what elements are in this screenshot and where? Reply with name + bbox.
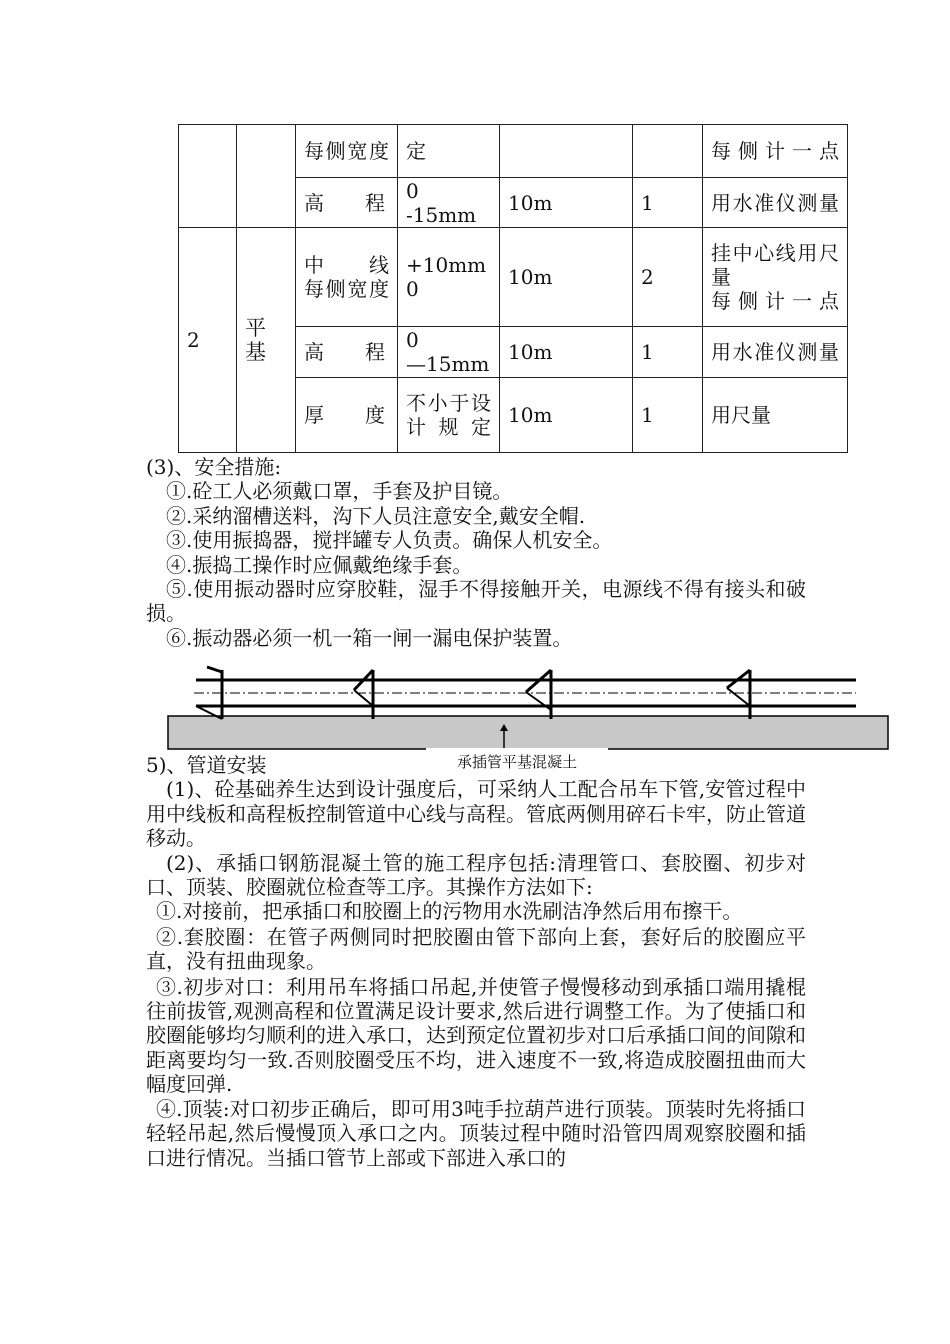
cell-points: 2 [633, 228, 703, 327]
pipe-heading: 5)、管道安装 [146, 753, 267, 777]
socket-joint [526, 670, 551, 719]
cell-item: 厚度 [296, 378, 398, 453]
cell-points: 1 [633, 378, 703, 453]
cell-tolerance: 0 —15mm [398, 327, 500, 378]
cell-category: 平 基 [237, 228, 296, 453]
table-row [179, 125, 848, 178]
cell-method: 用水准仪测量 [703, 178, 848, 228]
cell-method: 挂中心线用尺量 每侧计一点 [703, 228, 848, 327]
safety-section [146, 455, 806, 650]
socket-joint [354, 670, 373, 719]
socket-joint [727, 670, 750, 719]
safety-item: ⑥.振动器必须一机一箱一闸一漏电保护装置。 [166, 625, 573, 650]
inspection-table [178, 124, 848, 453]
paragraph: (2)、承插口钢筋混凝土管的施工程序包括:清理管口、套胶圈、初步对口、顶装、胶圈就位检查等工序。其操作方法如下: [146, 850, 806, 900]
cell-category [237, 125, 296, 228]
paragraph: ②.套胶圈：在管子两侧同时把胶圈由管下部向上套，套好后的胶圈应平直，没有扭曲现象。 [146, 924, 806, 974]
cell-tolerance: +10mm 0 [398, 228, 500, 327]
cell-item: 高程 [296, 327, 398, 378]
cell-item: 每侧宽度 [296, 125, 398, 178]
concrete-base [168, 716, 888, 749]
cell-range: 10m [500, 228, 633, 327]
safety-item: ②.采纳溜槽送料，沟下人员注意安全,戴安全帽. [166, 503, 586, 528]
cell-range: 10m [500, 378, 633, 453]
paragraph: (1)、砼基础养生达到设计强度后，可采纳人工配合吊车下管,安管过程中用中线板和高程板控制管道中心线与高程。管底两侧用碎石卡牢，防止管道移动。 [146, 777, 806, 851]
cell-points: 1 [633, 178, 703, 228]
cell-method: 用尺量 [703, 378, 848, 453]
diagram-label: 承插管平基混凝土 [426, 748, 608, 774]
cell-no [179, 125, 237, 228]
cell-points [633, 125, 703, 178]
safety-heading: (3)、安全措施: [146, 455, 282, 479]
cell-item: 中线 每侧宽度 [296, 228, 398, 327]
paragraph: ④.顶装:对口初步正确后，即可用3吨手拉葫芦进行顶装。顶装时先将插口轻轻吊起,然后慢慢顶入承口之内。顶装过程中随时沿管四周观察胶圈和插口进行情况。当插口管节上部或下部进入承口的 [146, 1096, 806, 1170]
cell-no: 2 [179, 228, 237, 453]
cell-range: 10m [500, 178, 633, 228]
cell-method: 用水准仪测量 [703, 327, 848, 378]
cell-item: 高程 [296, 178, 398, 228]
safety-item: ⑤.使用振动器时应穿胶鞋，湿手不得接触开关，电源线不得有接头和破损。 [146, 577, 806, 626]
cell-tolerance: 不小于设计规定 [398, 378, 500, 453]
cell-range [500, 125, 633, 178]
safety-item: ④.振捣工操作时应佩戴绝缘手套。 [166, 552, 473, 577]
paragraph: ①.对接前，把承插口和胶圈上的污物用水洗刷洁净然后用布擦干。 [156, 899, 743, 924]
cell-method: 每侧计一点 [703, 125, 848, 178]
cell-tolerance: 定 [398, 125, 500, 178]
safety-item: ③.使用振捣器，搅拌罐专人负责。确保人机安全。 [166, 528, 613, 553]
cell-range: 10m [500, 327, 633, 378]
pipe-section [146, 753, 806, 1170]
paragraph: ③.初步对口：利用吊车将插口吊起,并使管子慢慢移动到承插口端用撬棍往前拔管,观测高程和位置满足设计要求,然后进行调整工作。为了使插口和胶圈能够均匀顺利的进入承口，达到预定位置初步对口后承插口间的间隙和距离要均匀一致.否则胶圈受压不均，进入速度不一致,将造成胶圈扭曲而大幅度回弹. [146, 974, 806, 1097]
cell-tolerance: 0 -15mm [398, 178, 500, 228]
table-row [179, 228, 848, 327]
pipe-foundation-diagram [166, 662, 890, 752]
safety-item: ①.砼工人必须戴口罩，手套及护目镜。 [166, 479, 513, 504]
cell-points: 1 [633, 327, 703, 378]
